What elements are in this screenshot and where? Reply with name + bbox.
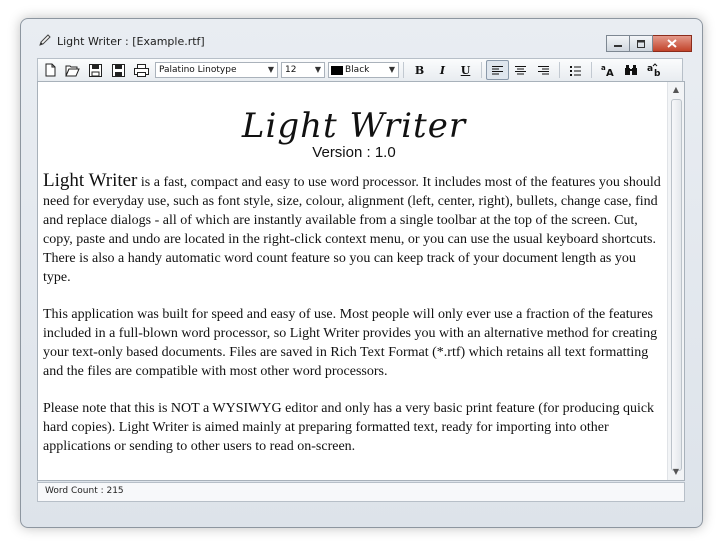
save-as-button[interactable]	[107, 59, 130, 81]
align-left-button[interactable]	[486, 60, 509, 80]
toolbar-divider	[481, 62, 482, 78]
align-center-icon	[514, 65, 527, 76]
document-content	[43, 82, 665, 456]
scroll-down-icon[interactable]: ▼	[672, 467, 680, 476]
scroll-thumb[interactable]	[671, 99, 682, 471]
main-toolbar	[37, 58, 683, 82]
window-title: Light Writer : [Example.rtf]	[57, 35, 205, 48]
new-document-button[interactable]	[38, 59, 61, 81]
scroll-up-icon[interactable]: ▲	[672, 85, 680, 94]
align-right-button[interactable]	[532, 59, 555, 81]
text-color-value: Black	[345, 65, 370, 75]
app-window	[20, 18, 703, 528]
svg-text:a: a	[646, 64, 653, 74]
bullets-button[interactable]	[564, 59, 587, 81]
vertical-scrollbar[interactable]	[667, 82, 684, 480]
minimize-icon	[613, 40, 623, 48]
word-count: Word Count : 215	[45, 486, 124, 496]
font-size-value: 12	[285, 65, 297, 75]
chevron-down-icon: ▼	[388, 65, 395, 74]
paragraph-spacer	[43, 287, 665, 305]
save-button[interactable]	[84, 59, 107, 81]
new-document-icon	[43, 63, 57, 77]
change-case-button[interactable]	[596, 59, 619, 81]
save-disk-icon	[89, 64, 102, 77]
open-button[interactable]	[61, 59, 84, 81]
bold-button[interactable]	[408, 59, 431, 81]
italic-icon: I	[439, 63, 446, 77]
paragraph-2: This application was built for speed and easy of use. Most people will only ever use a fraction of the features included in a full-blown word processor, so Light Writer provides you with an alternative method for creating your text-only based documents. Files are saved in Rich Text Format (*.rtf) which retains all text formatting and the files are compatible with most other word processors.	[43, 307, 658, 379]
lead-text: Light Writer	[43, 170, 138, 191]
font-size-select[interactable]	[281, 62, 325, 78]
align-center-button[interactable]	[509, 59, 532, 81]
print-button[interactable]	[130, 59, 153, 81]
underline-icon: U	[460, 63, 471, 77]
paragraph-1	[43, 171, 665, 287]
replace-icon	[646, 63, 662, 77]
align-left-icon	[491, 65, 504, 76]
pen-icon	[38, 33, 52, 47]
open-folder-icon	[65, 64, 80, 77]
font-family-value: Palatino Linotype	[159, 65, 237, 75]
maximize-icon	[636, 40, 646, 48]
underline-button[interactable]	[454, 59, 477, 81]
align-right-icon	[537, 65, 550, 76]
font-family-select[interactable]	[155, 62, 278, 78]
replace-button[interactable]	[642, 59, 665, 81]
text-color-select[interactable]	[328, 62, 399, 78]
change-case-icon	[600, 63, 616, 77]
chevron-down-icon: ▼	[267, 65, 274, 74]
document-title: Light Writer	[241, 106, 467, 146]
window-controls	[606, 35, 692, 52]
status-bar	[37, 482, 685, 502]
svg-text:A: A	[605, 68, 614, 77]
paragraph-spacer	[43, 381, 665, 399]
bullet-list-icon	[569, 65, 582, 76]
close-button[interactable]	[653, 35, 692, 52]
color-swatch	[331, 66, 343, 75]
maximize-button[interactable]	[630, 35, 653, 52]
minimize-button[interactable]	[606, 35, 630, 52]
find-button[interactable]	[619, 59, 642, 81]
paragraph-3: Please note that this is NOT a WYSIWYG editor and only has a very basic print feature (for producing quick hard copies). Light Writer is aimed mainly at preparing formatted text, ready for importing into other applications or sending to other users to read on-screen.	[43, 401, 655, 454]
close-icon	[667, 39, 677, 48]
toolbar-divider	[591, 62, 592, 78]
svg-text:b: b	[653, 69, 660, 77]
bold-icon: B	[414, 63, 425, 77]
document-editor[interactable]	[37, 81, 685, 481]
italic-button[interactable]	[431, 59, 454, 81]
printer-icon	[134, 64, 149, 77]
chevron-down-icon: ▼	[314, 65, 321, 74]
toolbar-divider	[403, 62, 404, 78]
svg-text:a: a	[600, 64, 606, 72]
toolbar-divider	[559, 62, 560, 78]
binoculars-icon	[624, 64, 638, 76]
title-bar[interactable]	[21, 19, 702, 59]
paragraph-1-body: is a fast, compact and easy to use word processor. It includes most of the features you should need for everyday use, such as font style, size, colour, alignment (left, center, right), bullets, change case, find and replace dialogs - all of which are instantly available from a single toolbar at the top of the screen. Cut, copy, paste and undo are located in the right-click context menu, or you can use the usual keyboard shortcuts. There is also a handy automatic word count feature so you can keep track of your document length as you type.	[43, 175, 661, 285]
document-version: Version : 1.0	[312, 144, 396, 161]
save-as-disk-icon	[112, 64, 125, 77]
